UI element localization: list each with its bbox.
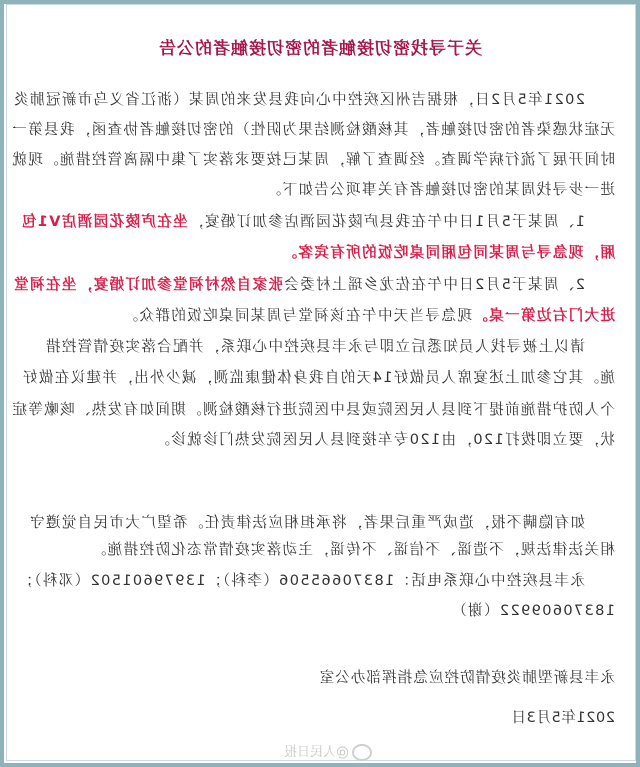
text-line (22, 368, 615, 388)
text-line (45, 337, 585, 357)
text-segment: 进一步寻找周某的密切接触者有关事项公告如下。 (265, 181, 615, 198)
highlighted-text: 进大门右边第一桌。 (471, 307, 615, 324)
text-line (281, 243, 615, 263)
text-line (91, 540, 616, 560)
weibo-icon (352, 744, 372, 761)
signature: 永丰县新型肺炎疫情防控应急指挥部办公室 (318, 669, 615, 686)
text-line (29, 513, 585, 533)
text-segment: 请以上被寻找人员知悉后立即与永丰县疾控中心联系，并配合落实疫情管控措 (44, 338, 585, 355)
text-segment: 1、周某于5月1日中午在我县庐陵花园酒店参加订婚宴， (187, 213, 585, 230)
text-segment: 状，要立即拨打120，由120专车接到县人民医院发热门诊就诊。 (154, 431, 615, 448)
text-segment: 现急寻当天中午在该祠堂与周某同桌吃饭的群众。 (122, 307, 472, 324)
watermark-text: @人民日报 (283, 745, 349, 760)
text-segment: 时间开展了流行病学调查。经调查了解，周某已按要求落实了集中隔离管控措施。现就 (11, 151, 615, 168)
text-line (13, 275, 585, 295)
text-segment: 永丰县疾控中心联系电话：18370665506（李科）；13979601502（邓科）； (17, 572, 585, 589)
text-line (265, 180, 615, 200)
text-line (11, 150, 615, 170)
text-line (451, 601, 615, 621)
text-line (11, 120, 615, 140)
date: 2021年5月3日 (511, 709, 615, 726)
text-segment: 如有隐瞒不报，造成严重后果者，将承担相应法律责任。希望广大市民自觉遵守 (28, 514, 585, 531)
text-segment: 2、周某于5月2日中午在佐龙乡瑶上村委会 (283, 276, 585, 293)
text-segment: 18370609922（谢） (450, 602, 615, 619)
text-segment: 相关法律法规，不造谣、不信谣、不传谣，主动落实疫情常态化防控措施。 (90, 541, 615, 558)
text-line (13, 90, 585, 110)
announcement-title: 关于寻找密切接触者的密切接触者的公告 (158, 39, 482, 59)
text-line (154, 430, 615, 450)
text-line (17, 571, 585, 591)
text-line (11, 400, 615, 420)
text-line (122, 306, 615, 326)
watermark (284, 741, 372, 761)
text-line (21, 212, 585, 232)
text-segment: 2021年5月2日，根据吉州区疾控中心向我县发来的周某（浙江省义乌市新冠肺炎 (12, 91, 585, 108)
highlighted-text: 厢，现急寻与周某同包厢同桌吃饭的所有宾客。 (281, 244, 615, 261)
text-segment: 无症状感染者的密切接触者，其核酸检测结果为阴性）的密切接触者协查函，我县第一 (11, 121, 615, 138)
text-segment: 个人防护措施前提下到县人民医院或县中医院进行核酸检测。期间如有发热、咳嗽等症 (11, 401, 615, 418)
highlighted-text: 坐在庐陵花园酒店V1包 (20, 213, 188, 230)
text-segment: 施。其它参加上述宴席人员做好14天的自我身体健康监测，减少外出，并建议在做好 (21, 369, 615, 386)
highlighted-text: 张家自然村祠堂参加订婚宴，坐在祠堂 (12, 276, 284, 293)
